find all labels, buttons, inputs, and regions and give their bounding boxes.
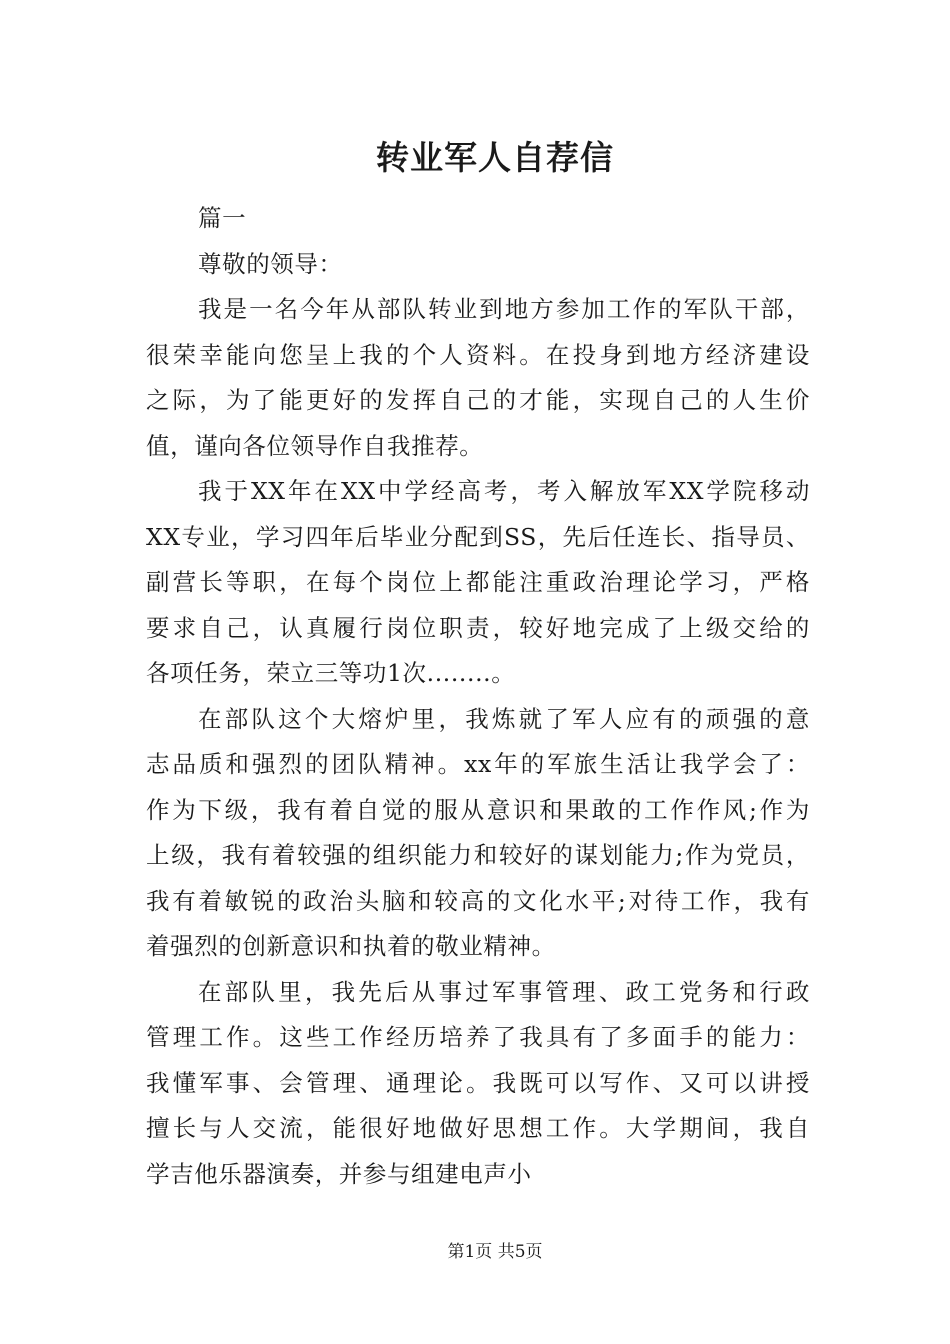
paragraph-4-line-2: 管理工作。这些工作经历培养了我具有了多面手的能力： bbox=[146, 1023, 810, 1051]
paragraph-1-line-2: 很荣幸能向您呈上我的个人资料。在投身到地方经济建设 bbox=[146, 340, 810, 369]
document-body bbox=[146, 196, 810, 1197]
paragraph-3-line-1: 在部队这个大熔炉里，我炼就了军人应有的顽强的意 bbox=[198, 704, 810, 733]
document-title: 转业军人自荐信 bbox=[376, 138, 614, 177]
page-footer: 第1页 共5页 bbox=[447, 1242, 543, 1262]
paragraph-4-line-5: 学吉他乐器演奏，并参与组建电声小 bbox=[146, 1159, 532, 1188]
paragraph-1-line-3: 之际，为了能更好的发挥自己的才能，实现自己的人生价 bbox=[146, 386, 810, 414]
paragraph-2-line-3: 副营长等职，在每个岗位上都能注重政治理论学习，严格 bbox=[146, 568, 810, 596]
salutation: 尊敬的领导： bbox=[198, 249, 343, 278]
paragraph-1-line-4: 值，谨向各位领导作自我推荐。 bbox=[146, 431, 484, 460]
paragraph-4-line-1: 在部队里，我先后从事过军事管理、政工党务和行政 bbox=[198, 977, 810, 1006]
paragraph-2-line-2: XX专业，学习四年后毕业分配到SS，先后任连长、指导员、 bbox=[146, 522, 810, 551]
paragraph-3-line-4: 上级，我有着较强的组织能力和较好的谋划能力;作为党员， bbox=[146, 841, 810, 869]
paragraph-3-line-2: 志品质和强烈的团队精神。xx年的军旅生活让我学会了： bbox=[146, 750, 810, 778]
paragraph-2-line-1: 我于XX年在XX中学经高考，考入解放军XX学院移动 bbox=[198, 477, 810, 505]
paragraph-3-line-3: 作为下级，我有着自觉的服从意识和果敢的工作作风;作为 bbox=[146, 795, 810, 824]
paragraph-3-line-5: 我有着敏锐的政治头脑和较高的文化水平;对待工作，我有 bbox=[146, 886, 810, 915]
paragraph-2-line-5: 各项任务，荣立三等功1次........。 bbox=[146, 659, 516, 687]
paragraph-4-line-3: 我懂军事、会管理、通理论。我既可以写作、又可以讲授 bbox=[146, 1068, 810, 1097]
paragraph-4-line-4: 擅长与人交流，能很好地做好思想工作。大学期间，我自 bbox=[146, 1114, 810, 1142]
paragraph-3-line-6: 着强烈的创新意识和执着的敬业精神。 bbox=[146, 932, 556, 960]
section-heading: 篇一 bbox=[198, 204, 247, 232]
paragraph-1-line-1: 我是一名今年从部队转业到地方参加工作的军队干部， bbox=[198, 295, 810, 323]
paragraph-2-line-4: 要求自己，认真履行岗位职责，较好地完成了上级交给的 bbox=[146, 613, 810, 642]
